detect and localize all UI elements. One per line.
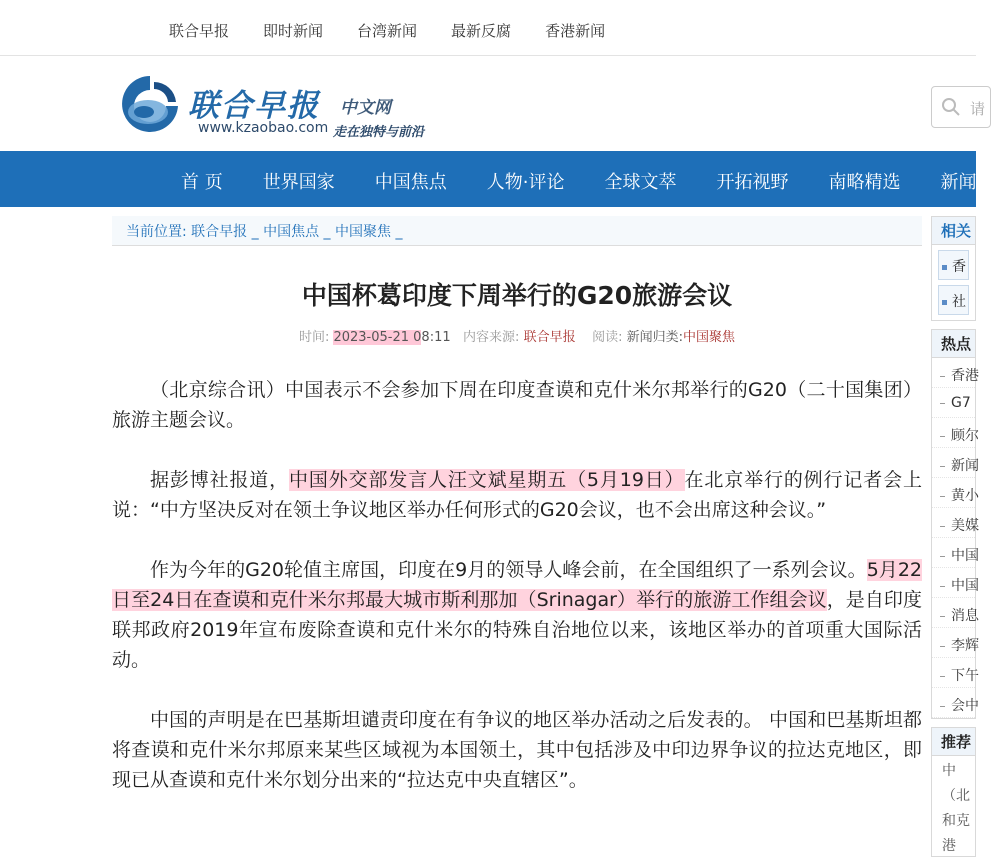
top-nav-links xyxy=(152,20,622,41)
right-sidebar xyxy=(931,216,979,867)
p3-text-b: ，是自印度联邦政府2019年宣布废除查谟和克什米尔的特殊自治地位以来，该地区举办的首项重大国际活动。 xyxy=(112,589,922,671)
breadcrumb-tail: _ xyxy=(395,224,403,240)
bullet-dash-icon xyxy=(940,436,945,437)
meta-time-label: 时间: xyxy=(298,330,330,345)
related-title: 相关 xyxy=(932,217,975,245)
hot-item-label: 美媒 xyxy=(951,518,979,534)
p3-text-a: 作为今年的G20轮值主席国，印度在9月的领导人峰会前，在全国组织了一系列会议。 xyxy=(150,559,867,581)
bullet-dash-icon xyxy=(940,706,945,707)
top-nav-realtime-news[interactable]: 即时新闻 xyxy=(263,22,324,40)
hot-item-label: 香港 xyxy=(951,368,979,384)
bullet-dash-icon xyxy=(940,403,945,404)
p3-highlight: 5月22日至24日在查谟和克什米尔邦最大城市斯利那加（Srinagar）举行的旅游工作组会议 xyxy=(112,559,922,611)
recommend-title: 推荐 xyxy=(932,728,975,756)
logo-subname: 中文网 xyxy=(340,98,391,118)
bullet-square-icon xyxy=(942,300,947,305)
search-icon xyxy=(941,97,961,117)
hot-item-label: 中国 xyxy=(951,578,979,594)
nav-people-commentary[interactable]: 人物·评论 xyxy=(486,172,565,193)
search-placeholder: 请 xyxy=(970,100,986,118)
meta-time-value-highlighted: 2023-05-21 0 xyxy=(333,330,422,345)
p2-text-a: 据彭博社报道， xyxy=(150,469,290,491)
hot-item-label: 顾尔 xyxy=(951,428,979,444)
meta-reads-label: 阅读: xyxy=(592,330,623,345)
article-meta xyxy=(112,326,922,345)
article-body xyxy=(112,375,922,795)
hot-item[interactable] xyxy=(932,418,979,448)
breadcrumb-china-spotlight[interactable]: _ 中国聚焦 xyxy=(323,224,391,240)
hot-item-label: 中国 xyxy=(951,548,979,564)
top-navigation xyxy=(0,0,976,56)
hot-item-label: 下午 xyxy=(951,668,979,684)
hot-item-label: 李辉 xyxy=(951,638,979,654)
recommend-item[interactable]: 中 xyxy=(942,763,956,779)
nav-global-digest[interactable]: 全球文萃 xyxy=(604,172,677,193)
hot-item-label: 会中 xyxy=(951,698,979,714)
logo-emblem-icon xyxy=(118,72,182,138)
top-nav-anti-corruption[interactable]: 最新反腐 xyxy=(451,22,512,40)
hot-item-label: 消息 xyxy=(951,608,979,624)
hot-item-label: 黄小 xyxy=(951,488,979,504)
bullet-dash-icon xyxy=(940,646,945,647)
p2-highlight: 中国外交部发言人汪文斌星期五（5月19日） xyxy=(289,469,685,491)
bullet-square-icon xyxy=(942,265,947,270)
meta-category-label: 新闻归类: xyxy=(626,330,684,345)
related-item-label: 社 xyxy=(952,294,966,310)
meta-source-value[interactable]: 联合早报 xyxy=(523,330,576,345)
hot-item[interactable] xyxy=(932,448,979,478)
bullet-dash-icon xyxy=(940,496,945,497)
hot-item-label: 新闻 xyxy=(951,458,979,474)
related-item[interactable] xyxy=(938,285,969,315)
main-navigation xyxy=(0,151,976,207)
related-box xyxy=(931,216,976,321)
article-paragraph-2 xyxy=(112,465,922,525)
site-header xyxy=(0,56,986,151)
main-nav-links xyxy=(161,168,996,194)
top-nav-lianhezaobao[interactable]: 联合早报 xyxy=(169,22,230,40)
recommend-box xyxy=(931,727,976,857)
breadcrumb-label: 当前位置: xyxy=(126,224,187,240)
top-nav-hongkong-news[interactable]: 香港新闻 xyxy=(545,22,606,40)
top-nav-taiwan-news[interactable]: 台湾新闻 xyxy=(357,22,418,40)
hot-item[interactable] xyxy=(932,598,979,628)
article xyxy=(112,216,922,825)
bullet-dash-icon xyxy=(940,526,945,527)
logo-name: 联合早报 xyxy=(188,88,320,124)
hot-item[interactable] xyxy=(932,538,979,568)
nav-selections[interactable]: 南略精选 xyxy=(828,172,901,193)
p2-text-b: 在北京举行的例行记者会上说：“中方坚决反对在领土争议地区举办任何形式的G20会议，也不会出席这种会议。” xyxy=(112,469,922,521)
article-title: 中国杯葛印度下周举行的G20旅游会议 xyxy=(301,281,733,310)
nav-news[interactable]: 新闻 xyxy=(940,172,977,193)
search-box[interactable] xyxy=(931,86,991,128)
hot-item[interactable] xyxy=(932,508,979,538)
article-paragraph-4: 中国的声明是在巴基斯坦谴责印度在有争议的地区举办活动之后发表的。 中国和巴基斯坦都将查谟和克什米尔邦原来某些区域视为本国领土，其中包括涉及中印边界争议的拉达克地区，即现已从查谟和克什米尔划分出来的“拉达克中央直辖区”。 xyxy=(112,709,922,791)
bullet-dash-icon xyxy=(940,466,945,467)
meta-category-value[interactable]: 中国聚焦 xyxy=(683,330,736,345)
hot-item-label: G7 xyxy=(951,395,971,411)
bullet-dash-icon xyxy=(940,616,945,617)
bullet-dash-icon xyxy=(940,376,945,377)
site-logo[interactable] xyxy=(118,72,463,142)
article-paragraph-3 xyxy=(112,555,922,675)
nav-world[interactable]: 世界国家 xyxy=(262,172,335,193)
hot-title: 热点 xyxy=(932,330,975,358)
hot-box xyxy=(931,329,979,719)
nav-horizons[interactable]: 开拓视野 xyxy=(716,172,789,193)
recommend-item-snippet: 和克 xyxy=(942,813,970,829)
nav-china-focus[interactable]: 中国焦点 xyxy=(374,172,447,193)
breadcrumb-home[interactable]: 联合早报 xyxy=(191,224,248,240)
meta-source-label: 内容来源: xyxy=(463,330,520,345)
recommend-item[interactable]: 港 xyxy=(942,838,956,854)
hot-item[interactable] xyxy=(932,658,979,688)
related-item-label: 香 xyxy=(952,259,966,275)
hot-item[interactable] xyxy=(932,568,979,598)
related-item[interactable] xyxy=(938,250,969,280)
article-paragraph-1: （北京综合讯）中国表示不会参加下周在印度查谟和克什米尔邦举行的G20（二十国集团）旅游主题会议。 xyxy=(112,379,922,431)
bullet-dash-icon xyxy=(940,586,945,587)
meta-time-value-rest: 8:11 xyxy=(421,330,451,345)
logo-slogan: 走在独特与前沿 xyxy=(333,125,425,140)
recommend-item-snippet: （北 xyxy=(942,788,970,804)
breadcrumb-china-focus[interactable]: _ 中国焦点 xyxy=(251,224,320,240)
nav-home[interactable]: 首 页 xyxy=(181,172,223,193)
bullet-dash-icon xyxy=(940,556,945,557)
hot-item[interactable] xyxy=(932,478,979,508)
bullet-dash-icon xyxy=(940,676,945,677)
hot-item[interactable] xyxy=(932,688,979,718)
hot-item[interactable] xyxy=(932,358,979,388)
hot-item[interactable] xyxy=(932,388,975,418)
breadcrumb xyxy=(112,216,922,246)
hot-item[interactable] xyxy=(932,628,979,658)
logo-url: www.kzaobao.com xyxy=(198,120,329,136)
